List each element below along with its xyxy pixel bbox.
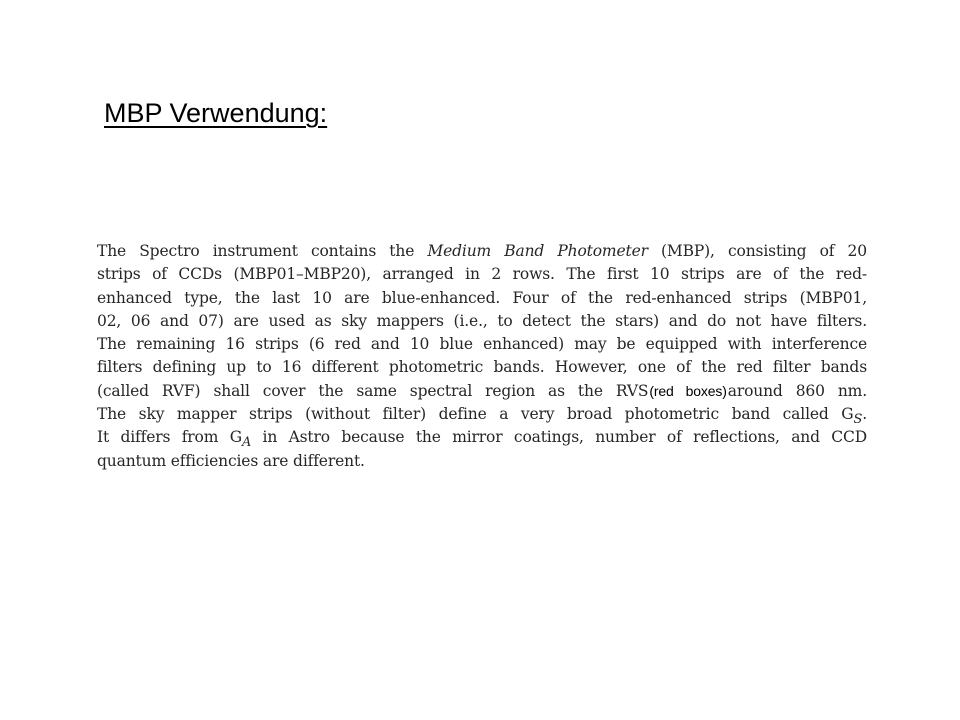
text-line-9 (97, 426, 867, 449)
text-line-4: 02, 06 and 07) are used as sky mappers (i.e., to detect the stars) and do not have filters. (97, 311, 867, 330)
text-line-8-end: . (862, 405, 867, 424)
slide-title: MBP Verwendung: (104, 98, 328, 128)
text-line-1: The Spectro instrument contains the Medium Band Photometer (MBP), consisting of 20 (97, 242, 867, 260)
text-line-5: The remaining 16 strips (6 red and 10 blue enhanced) may be equipped with interference (97, 335, 867, 354)
text-line-8 (97, 403, 867, 426)
red-boxes-annotation: (red boxes) (649, 382, 727, 399)
scanned-text-excerpt (97, 240, 867, 473)
text-line-9-start: It differs from G (97, 428, 242, 447)
text-line-6: filters defining up to 16 different photometric bands. However, one of the red filter bands (97, 358, 867, 377)
ga-subscript: A (241, 435, 252, 451)
text-line-7-start: (called RVF) shall cover the same spectral region as the RVS (97, 381, 649, 400)
gs-subscript: S (853, 412, 863, 428)
italic-phrase: Medium Band Photometer (427, 242, 648, 260)
text-line-10: quantum efficiencies are different. (97, 451, 365, 470)
text-line-9-end: in Astro because the mirror coatings, number of reflections, and CCD (251, 428, 867, 447)
text-line-8-main: The sky mapper strips (without filter) define a very broad photometric band called G (97, 405, 854, 424)
text-line-7-end: around 860 nm. (727, 381, 867, 400)
text-line-7 (97, 380, 867, 403)
text-line-2: strips of CCDs (MBP01–MBP20), arranged in 2 rows. The first 10 strips are of the red- (97, 265, 867, 284)
text-line-3: enhanced type, the last 10 are blue-enhanced. Four of the red-enhanced strips (MBP01, (97, 288, 867, 307)
